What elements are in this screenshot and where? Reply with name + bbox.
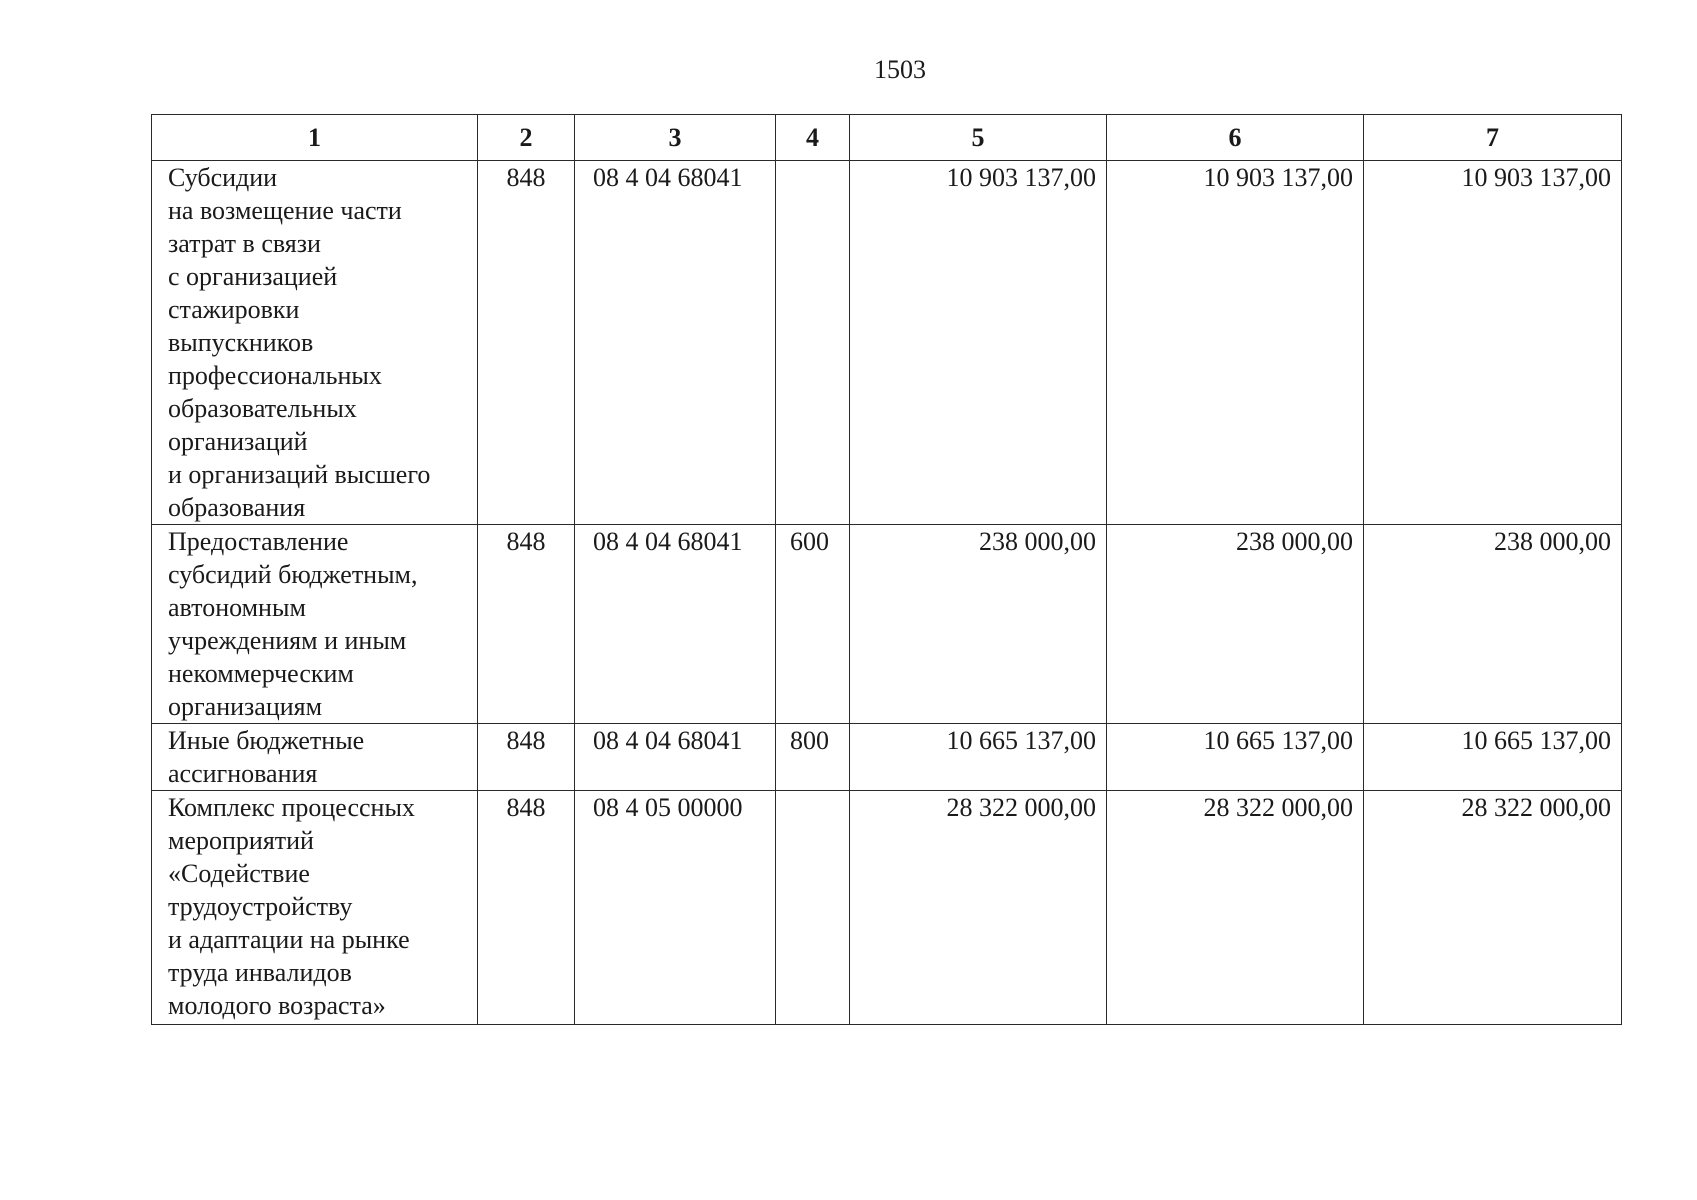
table-header <box>152 115 1622 161</box>
target-article-cell: 08 4 04 68041 <box>575 525 776 724</box>
admin-code-cell: 848 <box>478 525 575 724</box>
amount-cell-5: 238 000,00 <box>850 525 1107 724</box>
expense-type-cell <box>776 791 850 1025</box>
header-row <box>152 115 1622 161</box>
table-row <box>152 161 1622 525</box>
column-header-5: 5 <box>850 115 1107 161</box>
row-name-cell <box>152 791 478 1025</box>
amount-cell-6: 10 903 137,00 <box>1107 161 1364 525</box>
admin-code-cell: 848 <box>478 161 575 525</box>
row-name-cell <box>152 161 478 525</box>
row-name-cell <box>152 724 478 791</box>
row-name-cell <box>152 525 478 724</box>
page-number: 1503 <box>874 55 926 84</box>
column-header-3: 3 <box>575 115 776 161</box>
amount-cell-6: 10 665 137,00 <box>1107 724 1364 791</box>
amount-cell-5: 10 665 137,00 <box>850 724 1107 791</box>
table-body <box>152 161 1622 1025</box>
table-row <box>152 525 1622 724</box>
admin-code-cell: 848 <box>478 791 575 1025</box>
amount-cell-7: 10 665 137,00 <box>1364 724 1622 791</box>
amount-cell-7: 28 322 000,00 <box>1364 791 1622 1025</box>
amount-cell-5: 28 322 000,00 <box>850 791 1107 1025</box>
amount-cell-7: 10 903 137,00 <box>1364 161 1622 525</box>
amount-cell-6: 238 000,00 <box>1107 525 1364 724</box>
row-name: Субсидии на возмещение части затрат в связи с организацией стажировки выпускников профессиональных образовательных организаций и организаций высшего образования <box>168 163 431 522</box>
expense-type-cell <box>776 161 850 525</box>
target-article-cell: 08 4 04 68041 <box>575 161 776 525</box>
amount-cell-5: 10 903 137,00 <box>850 161 1107 525</box>
expense-type-cell: 600 <box>776 525 850 724</box>
target-article-cell: 08 4 04 68041 <box>575 724 776 791</box>
admin-code-cell: 848 <box>478 724 575 791</box>
row-name: Предоставление субсидий бюджетным, автономным учреждениям и иным некоммерческим организациям <box>168 527 418 721</box>
table-row <box>152 724 1622 791</box>
target-article-cell: 08 4 05 00000 <box>575 791 776 1025</box>
column-header-1: 1 <box>152 115 478 161</box>
budget-table <box>151 114 1622 1025</box>
table-row <box>152 791 1622 1025</box>
expense-type-cell: 800 <box>776 724 850 791</box>
row-name: Комплекс процессных мероприятий «Содействие трудоустройству и адаптации на рынке труда инвалидов молодого возраста» <box>168 793 415 1020</box>
column-header-4: 4 <box>776 115 850 161</box>
amount-cell-7: 238 000,00 <box>1364 525 1622 724</box>
column-header-7: 7 <box>1364 115 1622 161</box>
column-header-6: 6 <box>1107 115 1364 161</box>
column-header-2: 2 <box>478 115 575 161</box>
row-name: Иные бюджетные ассигнования <box>168 726 365 788</box>
amount-cell-6: 28 322 000,00 <box>1107 791 1364 1025</box>
